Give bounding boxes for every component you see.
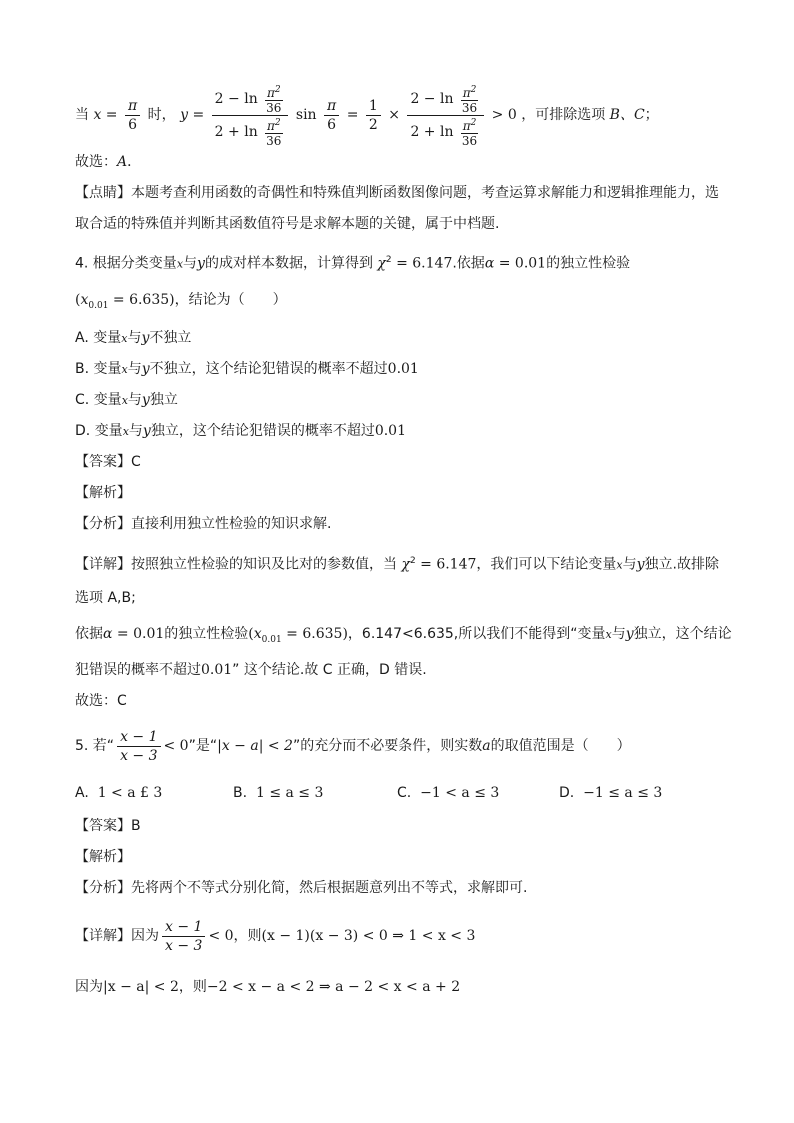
math: −2 < x − a < 2 ⇒ a − 2 < x < a + 2 [206,979,461,995]
option-label: C. [75,392,90,408]
q5-answer [75,816,734,836]
text: 依据 [75,626,103,642]
q5-detail-line1: 【详解】因为 $\frac{x - 1}{x - 3}$ < 0，则(x − 1)(x − 3) < 0 ⇒ 1 < x < 3 [75,918,476,954]
text: 时， [147,107,176,123]
text: ”是“ [188,738,218,754]
option-label: A. [75,330,89,346]
text: 与 [611,626,626,642]
q4-detail-line2 [75,588,734,608]
text: 变量 [93,392,122,408]
formula-fraction: 2 − ln $\frac{\pi^2}{36}$ 2 + ln $\frac{\pi^2}{36}$ [212,83,289,148]
text: 独立.故排除 [644,556,719,573]
option-text: 1 < a £ 3 [97,785,163,801]
option-label: A. [75,785,89,801]
option-label: D. [75,423,91,439]
text: 当 [75,107,89,123]
q3-comment-line1 [75,183,734,203]
text: 与 [622,556,637,573]
text: 4. 根据分类变量 [75,255,177,272]
text: 故选： [75,154,117,170]
q3-comment-line2 [75,214,734,234]
q4-detail-line4 [75,660,734,680]
text: 直接利用独立性检验的知识求解. [131,516,332,532]
option-text: −1 < a ≤ 3 [420,785,500,801]
text: 独立，这个结论犯错误的概率不超过 [150,423,375,439]
text: 故选：C [75,693,127,709]
text: 与 [128,423,143,439]
formula-fraction: 2 − ln $\frac{\pi^2}{36}$ 2 + ln $\frac{\pi^2}{36}$ [407,83,484,148]
text: ，我们可以下结论变量 [476,556,617,573]
text: 变量 [94,423,123,439]
q4-fenxi [75,514,734,534]
q5-fenxi [75,878,734,898]
text: 取合适的特殊值并判断其函数值符号是求解本题的关键，属于中档题. [75,216,500,232]
q5-analysis-tag [75,847,734,867]
math: (x − 1)(x − 3) < 0 ⇒ 1 < x < 3 [261,928,476,944]
text: 的独立性检验 [164,626,249,642]
value: 0.01 [514,255,547,272]
text: 因为 [131,928,159,944]
q4-choose [75,691,734,711]
text: 先将两个不等式分别化简，然后根据题意列出不等式，求解即可. [131,880,528,896]
value: 6.147 [436,556,477,573]
text: 的成对样本数据，计算得到 [204,255,373,272]
text: 与 [127,361,142,377]
q4-stem-line2: $(x_{0.01} = 6.635)$，结论为（ ） [75,292,287,311]
text: ”的充分而不必要条件，则实数 [292,738,483,754]
tag: 【答案】 [75,818,131,834]
text: .依据 [452,255,485,272]
option-label: D. [559,785,575,801]
value: 0.01 [374,423,406,439]
text: 独立，这个结论 [633,626,732,642]
text: 与 [183,255,198,272]
q4-option-c: C. 变量x与y独立 [75,392,178,408]
text: 犯错误的概率不超过 [75,662,201,678]
value: 6.147 [412,255,453,272]
text: ，则 [233,928,262,944]
q4-stem-line1: 4. 根据分类变量x与y的成对样本数据，计算得到 $\chi^2 = 6.147$.依据α = 0.01的独立性检验 [75,255,631,272]
q5-option-a [75,785,162,801]
text: 5. 若“ [75,738,115,754]
option-label: C. [397,785,412,801]
q4-answer [75,452,734,472]
q5-options [75,785,735,805]
q5-detail-line2 [75,977,734,997]
text: ． [127,154,142,170]
q4-option-b: B. 变量x与y不独立，这个结论犯错误的概率不超过0.01 [75,361,419,377]
q5-option-c [397,785,499,801]
value: 0.01 [201,662,233,678]
q4-detail-line1: 【详解】按照独立性检验的知识及比对的参数值，当 $\chi^2 = 6.147$，我们可以下结论变量x与y独立.故排除 [75,556,719,573]
text: 的取值范围是（ ） [490,738,631,754]
text: 独立 [149,392,178,408]
value: 0.01 [133,626,165,642]
option-label: B. [233,785,248,801]
option-text: −1 ≤ a ≤ 3 [583,785,663,801]
text: 变量 [93,361,122,377]
q3-choose [75,152,734,172]
tag: 【解析】 [75,485,131,501]
text: 按照独立性检验的知识及比对的参数值，当 [131,556,397,573]
text: ” 这个结论.故 C 正确，D 错误. [232,662,427,678]
value: 6.635 [129,292,170,308]
value: 6.635 [302,626,343,642]
q4-option-a: A. 变量x与y不独立 [75,330,192,346]
text: A [117,154,128,170]
q4-option-d: D. 变量x与y独立，这个结论犯错误的概率不超过0.01 [75,423,406,439]
tag: 【分析】 [75,516,131,532]
text: 与 [127,392,142,408]
text: ，结论为（ ） [174,292,287,308]
q4-analysis-tag [75,483,734,503]
q5-option-b [233,785,323,801]
tag: 【答案】 [75,454,131,470]
math: |x − a| < 2 [103,979,179,995]
q5-stem: 5. 若“ $\frac{x - 1}{x - 3}$ < 0”是“|x − a| < 2”的充分而不必要条件，则实数a的取值范围是（ ） [75,728,631,764]
text: 变量 [93,330,122,346]
text: 不独立，这个结论犯错误的概率不超过 [149,361,388,377]
text: 本题考查利用函数的奇偶性和特殊值判断函数图像问题，考查运算求解能力和逻辑推理能力，选 [131,185,719,201]
tag: 【分析】 [75,880,131,896]
text: 的独立性检验 [546,255,631,272]
option-label: B. [75,361,90,377]
tag: 【解析】 [75,849,131,865]
text: B、C [609,107,645,123]
tag: 【详解】 [75,556,131,573]
tag: 【点睛】 [75,185,131,201]
text: ，可排除选项 [521,107,606,123]
answer-value: B [131,818,141,834]
q3-special-value-line: 当 x = $\frac{\pi}{6}$ 时， y = 2 − ln $\frac{\pi^2}{36}$ 2 + ln $\frac{\pi^2}{36}$ sin $\frac{\pi}{6}$ = $\frac{1}{2}$ × 2 − ln $\frac{\pi^2}{36}$ 2 + ln $\frac{\pi^2}{36}$ > 0 ，可排除选项 B、C； [75,84,659,148]
text: ，6.147<6.635,所以我们不能得到“变量 [347,626,606,642]
text: ，则 [178,979,207,995]
value: 0.01 [387,361,419,377]
text: 因为 [75,979,103,995]
option-text: 1 ≤ a ≤ 3 [255,785,324,801]
text: ； [644,107,659,123]
text: 与 [127,330,142,346]
text: 选项 A,B; [75,590,136,606]
q5-option-d [559,785,662,801]
q4-detail-line3: 依据α = 0.01的独立性检验$(x_{0.01} = 6.635)$，6.147<6.635,所以我们不能得到“变量x与y独立，这个结论 [75,626,732,645]
answer-value: C [131,454,141,470]
tag: 【详解】 [75,928,131,944]
text: 不独立 [149,330,192,346]
